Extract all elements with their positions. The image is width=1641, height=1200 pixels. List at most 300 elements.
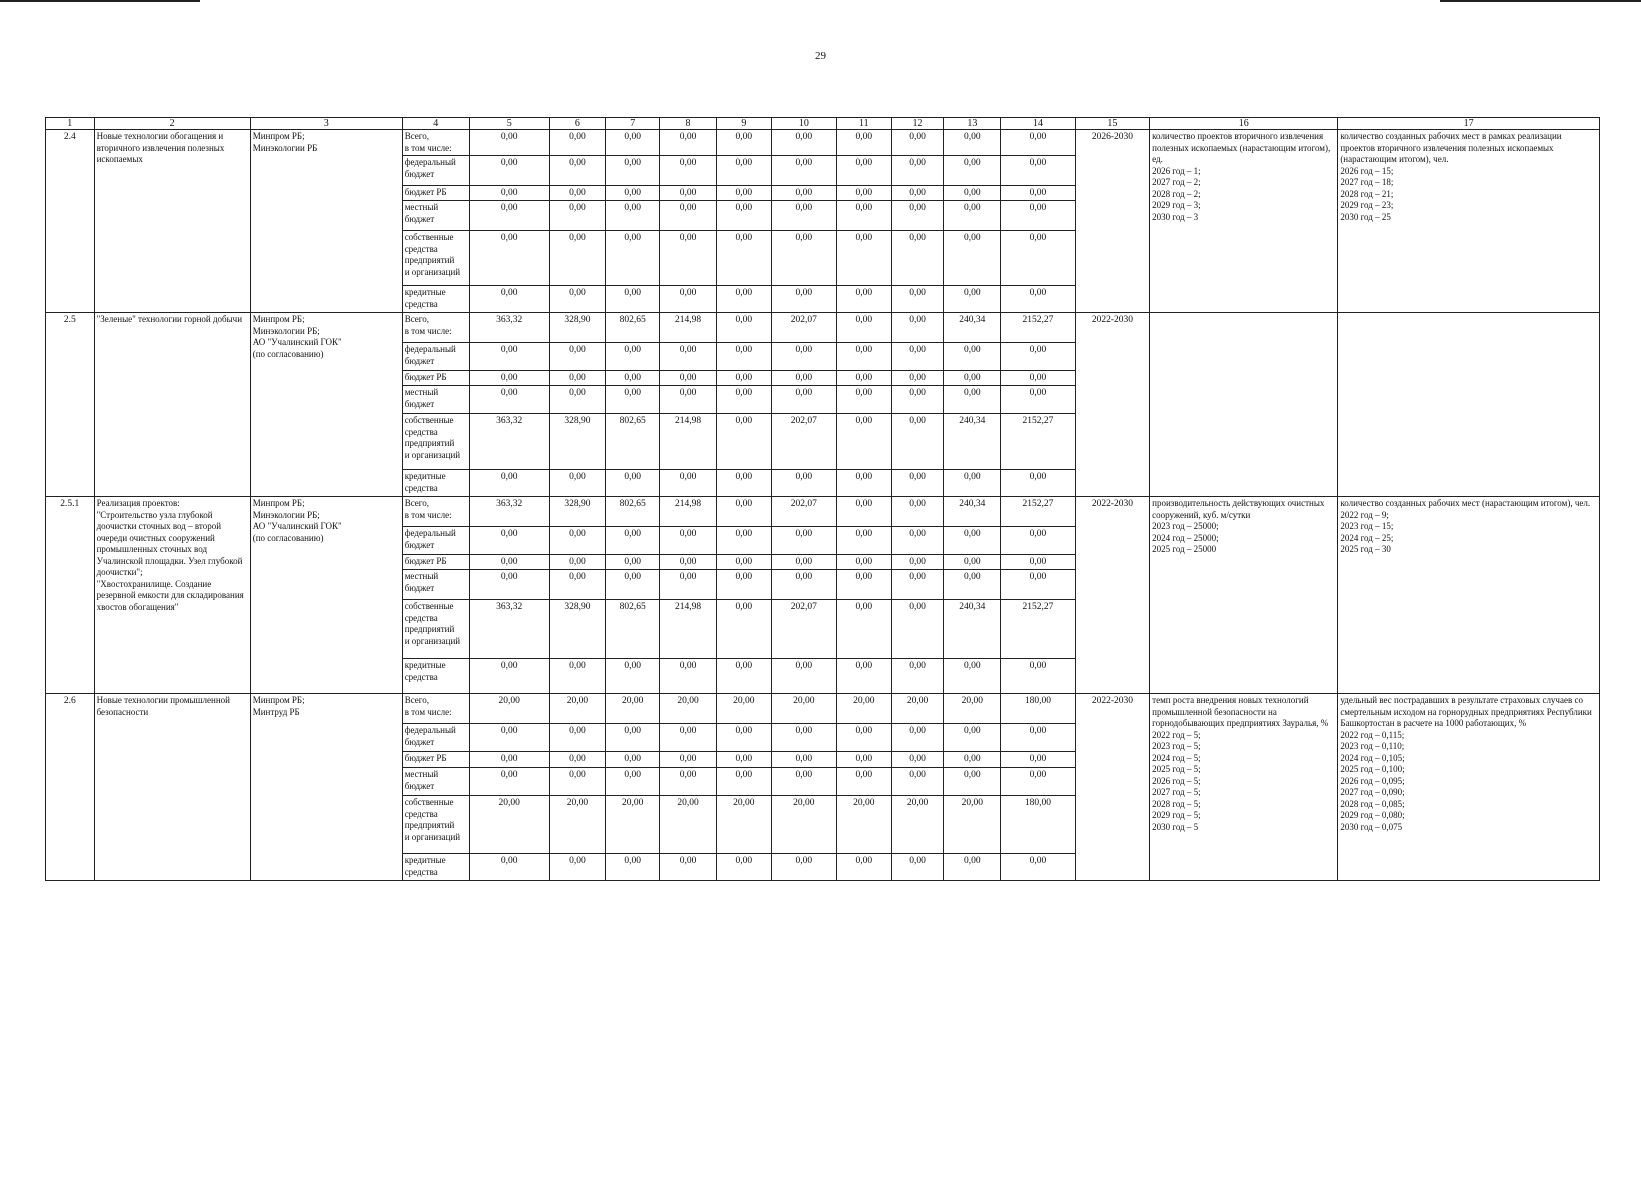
target-indicator: производительность действующих очистных сооружений, куб. м/сутки 2023 год – 25000; 2024 год – 25000; 2025 год – 25000 [1150, 497, 1338, 694]
amount-cell: 0,00 [771, 854, 836, 881]
amount-cell: 0,00 [771, 752, 836, 768]
target-indicator: темп роста внедрения новых технологий промышленной безопасности на горнодобывающих предприятиях Зауралья, % 2022 год – 5; 2023 год – 5; 2024 год – 5; 2025 год – 5; 2026 год – 5; 2027 год – 5; 2028 год – 5; 2029 год – 5; 2030 год – 5 [1150, 694, 1338, 881]
amount-cell: 0,00 [771, 343, 836, 371]
amount-cell: 0,00 [836, 600, 891, 659]
amount-cell: 0,00 [469, 659, 549, 694]
amount-cell: 0,00 [549, 570, 606, 600]
amount-cell: 0,00 [606, 286, 660, 313]
column-header: 1 [46, 118, 95, 130]
funding-source-label: Всего, в том числе: [402, 130, 469, 156]
amount-cell: 0,00 [549, 659, 606, 694]
implementation-period: 2022-2030 [1075, 694, 1149, 881]
funding-source-label: бюджет РБ [402, 752, 469, 768]
amount-cell: 240,34 [944, 313, 1001, 343]
amount-cell: 0,00 [836, 414, 891, 470]
implementation-period: 2026-2030 [1075, 130, 1149, 313]
amount-cell: 0,00 [469, 724, 549, 752]
amount-cell: 0,00 [660, 527, 717, 555]
amount-cell: 0,00 [771, 470, 836, 497]
amount-cell: 0,00 [469, 156, 549, 186]
funding-source-label: Всего, в том числе: [402, 497, 469, 527]
amount-cell: 0,00 [944, 371, 1001, 386]
amount-cell: 0,00 [1001, 854, 1075, 881]
amount-cell: 0,00 [771, 724, 836, 752]
amount-cell: 802,65 [606, 600, 660, 659]
amount-cell: 363,32 [469, 600, 549, 659]
amount-cell: 0,00 [771, 768, 836, 796]
amount-cell: 0,00 [891, 854, 944, 881]
amount-cell: 0,00 [660, 854, 717, 881]
amount-cell: 328,90 [549, 313, 606, 343]
column-header: 14 [1001, 118, 1075, 130]
amount-cell: 20,00 [836, 694, 891, 724]
amount-cell: 0,00 [891, 768, 944, 796]
amount-cell: 0,00 [771, 659, 836, 694]
amount-cell: 0,00 [606, 371, 660, 386]
funding-source-label: федеральный бюджет [402, 156, 469, 186]
amount-cell: 0,00 [606, 470, 660, 497]
amount-cell: 20,00 [944, 796, 1001, 854]
amount-cell: 0,00 [1001, 527, 1075, 555]
amount-cell: 0,00 [891, 343, 944, 371]
measure-name: Новые технологии промышленной безопасности [94, 694, 250, 881]
amount-cell: 0,00 [716, 414, 771, 470]
funding-source-label: собственные средства предприятий и организаций [402, 231, 469, 286]
top-rule-left [0, 0, 200, 2]
amount-cell: 0,00 [469, 527, 549, 555]
funding-source-label: бюджет РБ [402, 371, 469, 386]
amount-cell: 0,00 [836, 724, 891, 752]
executors: Минпром РБ; Минэкологии РБ [250, 130, 402, 313]
amount-cell: 0,00 [891, 386, 944, 414]
amount-cell: 0,00 [549, 343, 606, 371]
amount-cell: 0,00 [1001, 659, 1075, 694]
amount-cell: 0,00 [944, 201, 1001, 231]
amount-cell: 0,00 [891, 414, 944, 470]
amount-cell: 0,00 [716, 854, 771, 881]
expected-result: количество созданных рабочих мест в рамках реализации проектов вторичного извлечения полезных ископаемых (нарастающим итогом), чел. 2026 год – 15; 2027 год – 18; 2028 год – 21; 2029 год – 23; 2030 год – 25 [1338, 130, 1600, 313]
amount-cell: 0,00 [836, 497, 891, 527]
amount-cell: 0,00 [469, 768, 549, 796]
amount-cell: 0,00 [549, 156, 606, 186]
amount-cell: 0,00 [469, 186, 549, 201]
amount-cell: 0,00 [660, 186, 717, 201]
amount-cell: 802,65 [606, 414, 660, 470]
funding-source-label: собственные средства предприятий и организаций [402, 600, 469, 659]
amount-cell: 0,00 [836, 231, 891, 286]
amount-cell: 0,00 [836, 659, 891, 694]
amount-cell: 0,00 [549, 286, 606, 313]
amount-cell: 0,00 [716, 470, 771, 497]
amount-cell: 363,32 [469, 313, 549, 343]
amount-cell: 0,00 [836, 527, 891, 555]
column-header: 12 [891, 118, 944, 130]
amount-cell: 0,00 [469, 470, 549, 497]
amount-cell: 0,00 [716, 527, 771, 555]
amount-cell: 328,90 [549, 497, 606, 527]
amount-cell: 0,00 [606, 752, 660, 768]
amount-cell: 0,00 [944, 854, 1001, 881]
amount-cell: 0,00 [836, 156, 891, 186]
amount-cell: 0,00 [891, 231, 944, 286]
amount-cell: 0,00 [836, 386, 891, 414]
amount-cell: 0,00 [891, 497, 944, 527]
amount-cell: 0,00 [771, 386, 836, 414]
funding-source-label: Всего, в том числе: [402, 313, 469, 343]
amount-cell: 0,00 [549, 201, 606, 231]
table-row [46, 497, 1600, 527]
amount-cell: 0,00 [891, 186, 944, 201]
amount-cell: 0,00 [606, 570, 660, 600]
amount-cell: 0,00 [660, 768, 717, 796]
amount-cell: 0,00 [1001, 768, 1075, 796]
amount-cell: 0,00 [716, 570, 771, 600]
column-header: 3 [250, 118, 402, 130]
amount-cell: 0,00 [891, 470, 944, 497]
amount-cell: 0,00 [660, 371, 717, 386]
expected-result: количество созданных рабочих мест (нарастающим итогом), чел. 2022 год – 9; 2023 год – 15; 2024 год – 25; 2025 год – 30 [1338, 497, 1600, 694]
amount-cell: 0,00 [771, 570, 836, 600]
amount-cell: 0,00 [944, 659, 1001, 694]
amount-cell: 0,00 [944, 570, 1001, 600]
amount-cell: 0,00 [944, 286, 1001, 313]
amount-cell: 0,00 [836, 768, 891, 796]
row-number: 2.5.1 [46, 497, 95, 694]
column-header: 17 [1338, 118, 1600, 130]
amount-cell: 240,34 [944, 414, 1001, 470]
amount-cell: 0,00 [716, 156, 771, 186]
amount-cell: 2152,27 [1001, 600, 1075, 659]
amount-cell: 0,00 [660, 570, 717, 600]
funding-source-label: бюджет РБ [402, 555, 469, 570]
amount-cell: 0,00 [836, 371, 891, 386]
amount-cell: 0,00 [891, 201, 944, 231]
amount-cell: 0,00 [606, 130, 660, 156]
amount-cell: 0,00 [836, 286, 891, 313]
amount-cell: 214,98 [660, 414, 717, 470]
amount-cell: 202,07 [771, 414, 836, 470]
amount-cell: 0,00 [660, 130, 717, 156]
amount-cell: 363,32 [469, 414, 549, 470]
amount-cell: 0,00 [660, 231, 717, 286]
amount-cell: 0,00 [1001, 201, 1075, 231]
amount-cell: 0,00 [944, 156, 1001, 186]
amount-cell: 0,00 [891, 752, 944, 768]
amount-cell: 0,00 [891, 724, 944, 752]
row-number: 2.6 [46, 694, 95, 881]
column-header: 7 [606, 118, 660, 130]
amount-cell: 240,34 [944, 600, 1001, 659]
funding-source-label: Всего, в том числе: [402, 694, 469, 724]
amount-cell: 2152,27 [1001, 497, 1075, 527]
amount-cell: 20,00 [716, 796, 771, 854]
amount-cell: 20,00 [891, 796, 944, 854]
amount-cell: 0,00 [836, 570, 891, 600]
amount-cell: 0,00 [891, 600, 944, 659]
amount-cell: 214,98 [660, 497, 717, 527]
amount-cell: 0,00 [716, 555, 771, 570]
funding-source-label: местный бюджет [402, 570, 469, 600]
amount-cell: 0,00 [549, 752, 606, 768]
amount-cell: 0,00 [716, 343, 771, 371]
amount-cell: 0,00 [716, 201, 771, 231]
amount-cell: 0,00 [716, 659, 771, 694]
funding-source-label: федеральный бюджет [402, 527, 469, 555]
column-number-row [46, 118, 1600, 130]
amount-cell: 0,00 [944, 768, 1001, 796]
amount-cell: 0,00 [891, 313, 944, 343]
amount-cell: 0,00 [1001, 130, 1075, 156]
amount-cell: 0,00 [891, 156, 944, 186]
amount-cell: 0,00 [549, 527, 606, 555]
amount-cell: 0,00 [1001, 186, 1075, 201]
amount-cell: 0,00 [1001, 371, 1075, 386]
amount-cell: 0,00 [891, 130, 944, 156]
amount-cell: 0,00 [660, 659, 717, 694]
amount-cell: 0,00 [836, 130, 891, 156]
table-row [46, 130, 1600, 156]
amount-cell: 363,32 [469, 497, 549, 527]
amount-cell: 0,00 [716, 371, 771, 386]
amount-cell: 0,00 [469, 752, 549, 768]
amount-cell: 0,00 [771, 231, 836, 286]
row-number: 2.5 [46, 313, 95, 497]
amount-cell: 0,00 [469, 201, 549, 231]
amount-cell: 0,00 [716, 313, 771, 343]
amount-cell: 0,00 [891, 527, 944, 555]
amount-cell: 0,00 [716, 752, 771, 768]
column-header: 2 [94, 118, 250, 130]
amount-cell: 20,00 [660, 796, 717, 854]
amount-cell: 180,00 [1001, 694, 1075, 724]
amount-cell: 0,00 [469, 343, 549, 371]
executors: Минпром РБ; Минэкологии РБ; АО "Учалинский ГОК" (по согласованию) [250, 313, 402, 497]
amount-cell: 0,00 [606, 386, 660, 414]
amount-cell: 0,00 [606, 156, 660, 186]
funding-source-label: местный бюджет [402, 201, 469, 231]
table-row [46, 694, 1600, 724]
amount-cell: 0,00 [1001, 724, 1075, 752]
measure-name: "Зеленые" технологии горной добычи [94, 313, 250, 497]
amount-cell: 20,00 [469, 796, 549, 854]
measure-name: Реализация проектов: "Строительство узла глубокой доочистки сточных вод – второй очереди очистных сооружений промышленных сточных вод Учалинской площадки. Узел глубокой доочистки"; "Хвостохранилище. Создание резервной емкости для складирования хвостов обогащения" [94, 497, 250, 694]
amount-cell: 0,00 [549, 386, 606, 414]
amount-cell: 0,00 [891, 555, 944, 570]
funding-source-label: кредитные средства [402, 470, 469, 497]
amount-cell: 240,34 [944, 497, 1001, 527]
table-row [46, 313, 1600, 343]
top-rule-right [1440, 0, 1641, 2]
amount-cell: 0,00 [660, 724, 717, 752]
amount-cell: 20,00 [469, 694, 549, 724]
amount-cell: 0,00 [549, 555, 606, 570]
amount-cell: 0,00 [716, 724, 771, 752]
amount-cell: 0,00 [836, 343, 891, 371]
amount-cell: 0,00 [716, 186, 771, 201]
amount-cell: 0,00 [771, 156, 836, 186]
amount-cell: 0,00 [716, 600, 771, 659]
amount-cell: 20,00 [891, 694, 944, 724]
amount-cell: 0,00 [716, 130, 771, 156]
amount-cell: 0,00 [606, 186, 660, 201]
page-number: 29 [815, 50, 826, 62]
column-header: 9 [716, 118, 771, 130]
amount-cell: 0,00 [1001, 752, 1075, 768]
amount-cell: 0,00 [1001, 570, 1075, 600]
column-header: 4 [402, 118, 469, 130]
amount-cell: 0,00 [1001, 343, 1075, 371]
funding-source-label: собственные средства предприятий и организаций [402, 414, 469, 470]
amount-cell: 0,00 [716, 286, 771, 313]
amount-cell: 0,00 [944, 186, 1001, 201]
target-indicator: количество проектов вторичного извлечения полезных ископаемых (нарастающим итогом), ед. 2026 год – 1; 2027 год – 2; 2028 год – 2; 2029 год – 3; 2030 год – 3 [1150, 130, 1338, 313]
amount-cell: 202,07 [771, 497, 836, 527]
amount-cell: 0,00 [836, 854, 891, 881]
amount-cell: 20,00 [660, 694, 717, 724]
amount-cell: 802,65 [606, 313, 660, 343]
amount-cell: 20,00 [771, 694, 836, 724]
amount-cell: 0,00 [944, 752, 1001, 768]
amount-cell: 0,00 [1001, 470, 1075, 497]
amount-cell: 0,00 [836, 555, 891, 570]
amount-cell: 0,00 [716, 231, 771, 286]
funding-source-label: местный бюджет [402, 386, 469, 414]
amount-cell: 20,00 [549, 694, 606, 724]
column-header: 8 [660, 118, 717, 130]
amount-cell: 214,98 [660, 313, 717, 343]
amount-cell: 328,90 [549, 600, 606, 659]
executors: Минпром РБ; Минтруд РБ [250, 694, 402, 881]
amount-cell: 0,00 [944, 386, 1001, 414]
amount-cell: 0,00 [549, 470, 606, 497]
amount-cell: 0,00 [606, 724, 660, 752]
amount-cell: 0,00 [771, 201, 836, 231]
amount-cell: 0,00 [891, 371, 944, 386]
amount-cell: 0,00 [469, 130, 549, 156]
amount-cell: 2152,27 [1001, 414, 1075, 470]
amount-cell: 328,90 [549, 414, 606, 470]
amount-cell: 20,00 [606, 694, 660, 724]
amount-cell: 20,00 [716, 694, 771, 724]
amount-cell: 0,00 [836, 313, 891, 343]
amount-cell: 0,00 [891, 570, 944, 600]
program-table [45, 117, 1600, 881]
amount-cell: 0,00 [891, 286, 944, 313]
amount-cell: 0,00 [549, 371, 606, 386]
amount-cell: 0,00 [549, 231, 606, 286]
amount-cell: 0,00 [549, 724, 606, 752]
amount-cell: 20,00 [549, 796, 606, 854]
amount-cell: 0,00 [944, 343, 1001, 371]
amount-cell: 0,00 [606, 555, 660, 570]
target-indicator [1150, 313, 1338, 497]
column-header: 15 [1075, 118, 1149, 130]
column-header: 5 [469, 118, 549, 130]
amount-cell: 0,00 [944, 555, 1001, 570]
amount-cell: 0,00 [771, 371, 836, 386]
amount-cell: 0,00 [944, 231, 1001, 286]
amount-cell: 0,00 [606, 659, 660, 694]
amount-cell: 0,00 [1001, 386, 1075, 414]
amount-cell: 202,07 [771, 313, 836, 343]
amount-cell: 20,00 [836, 796, 891, 854]
measure-name: Новые технологии обогащения и вторичного извлечения полезных ископаемых [94, 130, 250, 313]
amount-cell: 0,00 [771, 186, 836, 201]
amount-cell: 0,00 [469, 231, 549, 286]
implementation-period: 2022-2030 [1075, 497, 1149, 694]
amount-cell: 0,00 [1001, 286, 1075, 313]
amount-cell: 0,00 [549, 130, 606, 156]
amount-cell: 0,00 [469, 854, 549, 881]
funding-source-label: федеральный бюджет [402, 343, 469, 371]
funding-source-label: кредитные средства [402, 659, 469, 694]
expected-result [1338, 313, 1600, 497]
amount-cell: 0,00 [606, 201, 660, 231]
amount-cell: 0,00 [469, 386, 549, 414]
implementation-period: 2022-2030 [1075, 313, 1149, 497]
amount-cell: 180,00 [1001, 796, 1075, 854]
column-header: 16 [1150, 118, 1338, 130]
amount-cell: 0,00 [1001, 555, 1075, 570]
column-header: 11 [836, 118, 891, 130]
column-header: 6 [549, 118, 606, 130]
amount-cell: 802,65 [606, 497, 660, 527]
amount-cell: 0,00 [606, 527, 660, 555]
amount-cell: 20,00 [944, 694, 1001, 724]
amount-cell: 0,00 [836, 201, 891, 231]
amount-cell: 0,00 [771, 555, 836, 570]
amount-cell: 0,00 [549, 186, 606, 201]
amount-cell: 0,00 [836, 186, 891, 201]
amount-cell: 0,00 [944, 470, 1001, 497]
amount-cell: 214,98 [660, 600, 717, 659]
amount-cell: 0,00 [606, 768, 660, 796]
amount-cell: 0,00 [836, 752, 891, 768]
funding-source-label: местный бюджет [402, 768, 469, 796]
funding-source-label: кредитные средства [402, 854, 469, 881]
amount-cell: 0,00 [469, 570, 549, 600]
amount-cell: 0,00 [660, 156, 717, 186]
amount-cell: 0,00 [660, 386, 717, 414]
amount-cell: 0,00 [469, 371, 549, 386]
funding-source-label: федеральный бюджет [402, 724, 469, 752]
amount-cell: 0,00 [944, 527, 1001, 555]
amount-cell: 20,00 [771, 796, 836, 854]
amount-cell: 0,00 [660, 286, 717, 313]
amount-cell: 0,00 [891, 659, 944, 694]
executors: Минпром РБ; Минэкологии РБ; АО "Учалинский ГОК" (по согласованию) [250, 497, 402, 694]
amount-cell: 0,00 [1001, 231, 1075, 286]
amount-cell: 0,00 [771, 286, 836, 313]
funding-source-label: бюджет РБ [402, 186, 469, 201]
amount-cell: 0,00 [1001, 156, 1075, 186]
amount-cell: 0,00 [660, 201, 717, 231]
amount-cell: 0,00 [771, 130, 836, 156]
amount-cell: 202,07 [771, 600, 836, 659]
amount-cell: 0,00 [606, 231, 660, 286]
amount-cell: 0,00 [660, 343, 717, 371]
amount-cell: 0,00 [606, 854, 660, 881]
amount-cell: 0,00 [660, 752, 717, 768]
row-number: 2.4 [46, 130, 95, 313]
amount-cell: 0,00 [469, 286, 549, 313]
funding-source-label: кредитные средства [402, 286, 469, 313]
amount-cell: 0,00 [771, 527, 836, 555]
column-header: 13 [944, 118, 1001, 130]
amount-cell: 0,00 [606, 343, 660, 371]
amount-cell: 0,00 [549, 768, 606, 796]
amount-cell: 0,00 [660, 555, 717, 570]
